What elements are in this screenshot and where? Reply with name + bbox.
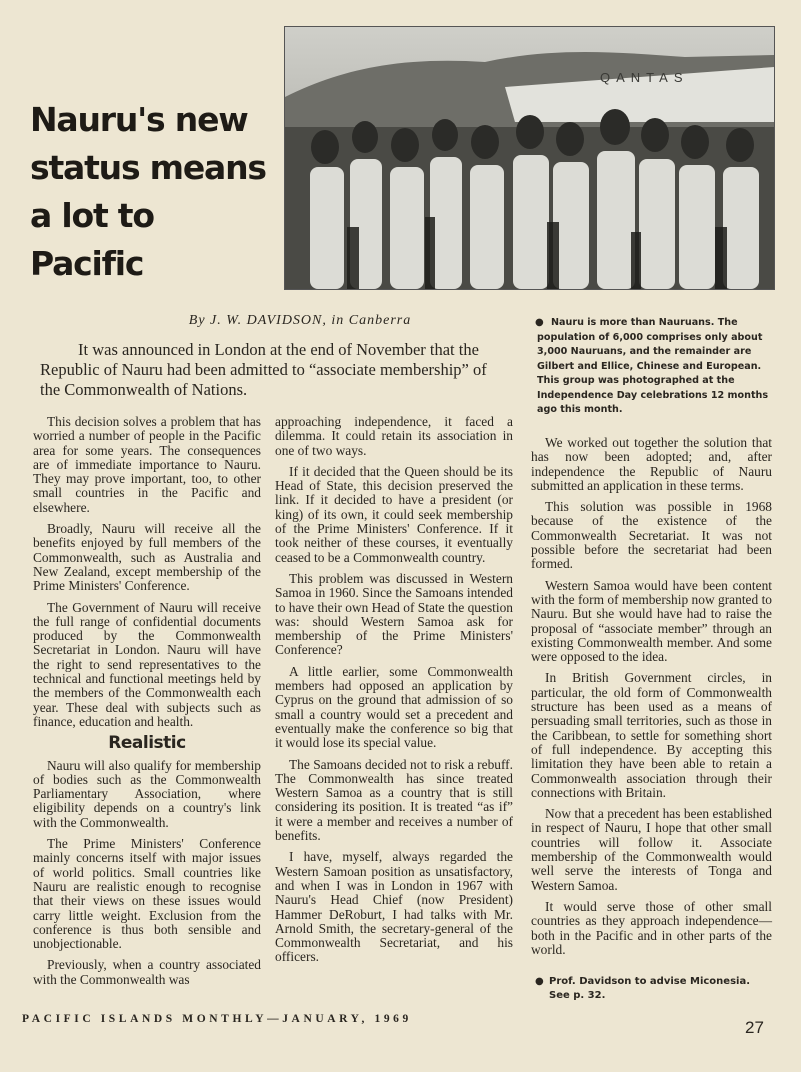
paragraph: Nauru will also qualify for membership of bodies such as the Commonwealth Parliamentary Association, where eligibility depends on a country's link with the Commonwealth. bbox=[33, 757, 261, 830]
see-also-bullet: ● bbox=[535, 976, 544, 987]
paragraph: The Government of Nauru will receive the full range of confidential documents produced by the Commonwealth Secretariat in London. Nauru will have the right to send representatives to the technical and functional meetings held by the members of the Commonwealth each year. These deal with subjects such as finance, education and health. bbox=[33, 599, 261, 729]
byline: By J. W. DAVIDSON, in Canberra bbox=[188, 313, 412, 328]
article-column-1 bbox=[33, 415, 261, 994]
lede-paragraph: It was announced in London at the end of November that the Republic of Nauru had been admitted to “associate membership” of the Commonwealth of Nations. bbox=[40, 340, 487, 399]
paragraph: The Prime Ministers' Conference mainly concerns itself with major issues of world politics. Small countries like Nauru are realistic enough to recognise that their views on these issues would carry little weight. Exclusion from the conference is thus both sensible and unobjectionable. bbox=[33, 836, 261, 952]
photo-independence-day-crowd bbox=[284, 26, 775, 290]
caption-bullet: ● bbox=[535, 317, 544, 328]
article-column-2 bbox=[275, 415, 513, 972]
paragraph: Now that a precedent has been established in respect of Nauru, I hope that other small countries will follow it. Associate membership of the Commonwealth would well serve the interests of Tonga and Western Samoa. bbox=[531, 806, 772, 893]
page-number: 27 bbox=[745, 1018, 764, 1037]
article-column-3 bbox=[531, 436, 772, 964]
headline: Nauru's new status means a lot to Pacific bbox=[30, 100, 266, 283]
paragraph: This problem was discussed in Western Samoa in 1960. Since the Samoans intended to have their own Head of State the question was: should Western Samoa ask for membership of the Prime Ministers' Conference? bbox=[275, 570, 513, 658]
paragraph: This solution was possible in 1968 because of the existence of the Commonwealth Secretariat. It was not possible before the secretariat had been formed. bbox=[531, 499, 772, 572]
paragraph: In British Government circles, in particular, the old form of Commonwealth structure has been used as a means of persuading small territories, such as those in the Caribbean, to settle for something short of full independence. By accepting this limitation they have been able to retain a Commonwealth association through their connections with Britain. bbox=[531, 670, 772, 800]
paragraph: We worked out together the solution that has now been adopted; and, after independence the Republic of Nauru submitted an application in these terms. bbox=[531, 435, 772, 493]
paragraph: The Samoans decided not to risk a rebuff. The Commonwealth has since treated Western Samoa as a country that is still considering its position. It is treated “as if” it were a member and receives a number of benefits. bbox=[275, 756, 513, 844]
paragraph: This decision solves a problem that has worried a number of people in the Pacific area for some years. The consequences are of immediate importance to Nauru. They may prove important, too, to other small countries in the Pacific and elsewhere. bbox=[33, 414, 261, 515]
paragraph: If it decided that the Queen should be its Head of State, this decision preserved the link. If it decided to have a president (or king) of its own, it could seek membership of the Prime Ministers' Conference. If it took neither of these courses, it eventually ceased to be a Commonwealth country. bbox=[275, 463, 513, 565]
paragraph: Previously, when a country associated with the Commonwealth was bbox=[33, 957, 261, 987]
paragraph: Western Samoa would have been content with the form of membership now granted to Nauru. But she would have had to raise the proposal of “associate member” through an existing Commonwealth member. And some were opposed to the idea. bbox=[531, 577, 772, 665]
paragraph: Broadly, Nauru will receive all the benefits enjoyed by full members of the Commonwealth, such as Australia and New Zealand, except membership of the Prime Ministers' Conference. bbox=[33, 521, 261, 594]
paragraph: A little earlier, some Commonwealth members had opposed an application by Cyprus on the ground that admission of so small a country would set a precedent and eventually make the conference so big that it would lose its special value. bbox=[275, 663, 513, 751]
page-footer: PACIFIC ISLANDS MONTHLY—JANUARY, 1969 bbox=[22, 1013, 412, 1025]
plane-livery-text: QANTAS bbox=[600, 70, 689, 85]
subheading-realistic: Realistic bbox=[108, 733, 186, 754]
paragraph: I have, myself, always regarded the Western Samoan position as unsatisfactory, and when I was in London in 1967 with Nauru's Head Chief (now President) Hammer DeRoburt, I had talks with Mr. Arnold Smith, the secretary-general of the Commonwealth Secretariat, and his officers. bbox=[275, 849, 513, 965]
paragraph: approaching independence, it faced a dilemma. It could retain its association in one of two ways. bbox=[275, 414, 513, 458]
paragraph: It would serve those of other small countries as they approach independence—both in the Pacific and in other parts of the world. bbox=[531, 898, 772, 957]
photo-caption: Nauru is more than Nauruans. The population of 6,000 comprises only about 3,000 Nauruans, and the remainder are Gilbert and Ellice, Chinese and European. This group was photographed at the Independence Day celebrations 12 months ago this month. bbox=[537, 317, 769, 415]
see-also-note: Prof. Davidson to advise Miconesia. See p. 32. bbox=[549, 976, 750, 1001]
